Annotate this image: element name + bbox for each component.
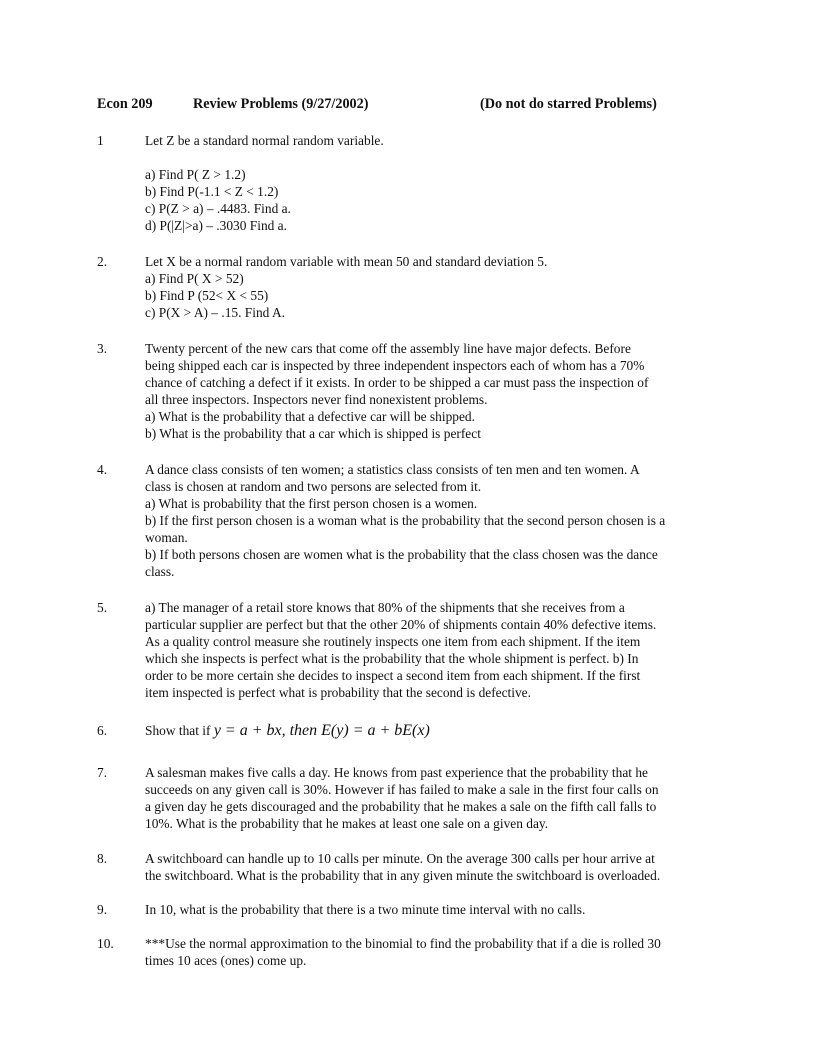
- page-header: [97, 96, 697, 116]
- problem-body: [145, 850, 725, 884]
- problem-number: 5.: [97, 600, 108, 615]
- problem-number: 9.: [97, 902, 108, 917]
- problem-number: 2.: [97, 254, 108, 269]
- problem-part-b2: b) If both persons chosen are women what is the probability that the class chosen was the dance: [145, 547, 658, 562]
- problem-text-line: item inspected is perfect what is probability that the second is defective.: [145, 685, 531, 700]
- problem-text-line: A salesman makes five calls a day. He knows from past experience that the probability that he: [145, 765, 648, 780]
- problem-text-line: class is chosen at random and two persons are selected from it.: [145, 479, 482, 494]
- problem-body: [145, 599, 725, 701]
- problem-part-b: b) Find P (52< X < 55): [145, 288, 269, 303]
- problem-text-line: which she inspects is perfect what is the probability that the whole shipment is perfect. b) In: [145, 651, 639, 666]
- problem-text-line: In 10, what is the probability that there is a two minute time interval with no calls.: [145, 902, 586, 917]
- problem-body: [145, 132, 725, 234]
- problem-text-line: succeeds on any given call is 30%. However if has failed to make a sale in the first four calls on: [145, 782, 659, 797]
- problem-number: 1: [97, 133, 104, 148]
- problem-text-line: As a quality control measure she routinely inspects one item from each shipment. If the item: [145, 634, 641, 649]
- problem-part-c: c) P(X > A) – .15. Find A.: [145, 305, 285, 320]
- problem-text-line: being shipped each car is inspected by three independent inspectors each of whom has a 70%: [145, 358, 645, 373]
- problem-text-line: Twenty percent of the new cars that come off the assembly line have major defects. Before: [145, 341, 631, 356]
- problem-text-line: a) The manager of a retail store knows that 80% of the shipments that she receives from a: [145, 600, 625, 615]
- problem-text-line: 10%. What is the probability that he makes at least one sale on a given day.: [145, 816, 549, 831]
- problem-text: Let X be a normal random variable with mean 50 and standard deviation 5.: [145, 254, 548, 269]
- problem-body: [145, 340, 725, 442]
- problem-body: [145, 764, 725, 832]
- problem-part-a: a) What is the probability that a defective car will be shipped.: [145, 409, 475, 424]
- problem-part-b: b) What is the probability that a car which is shipped is perfect: [145, 426, 481, 441]
- problem-text-line: particular supplier are perfect but that the other 20% of shipments contain 40% defective items.: [145, 617, 657, 632]
- problem-number: 3.: [97, 341, 108, 356]
- problem-body: [145, 722, 725, 739]
- problem-part-d: d) P(|Z|>a) – .3030 Find a.: [145, 218, 287, 233]
- math-expression: y = a + bx, then E(y) = a + bE(x): [213, 722, 430, 739]
- problem-text-line: woman.: [145, 530, 188, 545]
- problem-number: 4.: [97, 462, 108, 477]
- problem-text-line: the switchboard. What is the probability that in any given minute the switchboard is overloaded.: [145, 868, 661, 883]
- problem-body: [145, 901, 725, 918]
- problem-text-line: a given day he gets discouraged and the probability that he makes a sale on the fifth call falls to: [145, 799, 657, 814]
- problem-body: [145, 935, 725, 969]
- problem-part-c: c) P(Z > a) – .4483. Find a.: [145, 201, 291, 216]
- problem-number: 6.: [97, 723, 108, 738]
- problem-number: 7.: [97, 765, 108, 780]
- problem-text-line: ***Use the normal approximation to the binomial to find the probability that if a die is rolled 30: [145, 936, 661, 951]
- problem-text-line: A dance class consists of ten women; a statistics class consists of ten men and ten women. A: [145, 462, 640, 477]
- problem-text-line: class.: [145, 564, 175, 579]
- problem-text-line: A switchboard can handle up to 10 calls per minute. On the average 300 calls per hour arrive at: [145, 851, 655, 866]
- header-note: (Do not do starred Problems): [480, 96, 657, 112]
- problem-part-a: a) What is probability that the first person chosen is a women.: [145, 496, 478, 511]
- problem-number: 10.: [97, 936, 114, 951]
- problem-text-line: order to be more certain she decides to inspect a second item from each shipment. If the first: [145, 668, 641, 683]
- problem-body: [145, 253, 725, 321]
- problem-part-b: b) If the first person chosen is a woman what is the probability that the second person chosen is a: [145, 513, 666, 528]
- problem-body: [145, 461, 725, 580]
- problem-part-a: a) Find P( X > 52): [145, 271, 244, 286]
- problem-text-line: chance of catching a defect if it exists. In order to be shipped a car must pass the inspection of: [145, 375, 649, 390]
- problem-text-line: times 10 aces (ones) come up.: [145, 953, 307, 968]
- problem-number: 8.: [97, 851, 108, 866]
- problem-part-a: a) Find P( Z > 1.2): [145, 167, 246, 182]
- document-title: Review Problems (9/27/2002): [193, 96, 369, 112]
- problem-part-b: b) Find P(-1.1 < Z < 1.2): [145, 184, 279, 199]
- course-code: Econ 209: [97, 96, 153, 112]
- problem-text: Show that if: [145, 723, 214, 738]
- problem-text-line: all three inspectors. Inspectors never find nonexistent problems.: [145, 392, 488, 407]
- problem-text: Let Z be a standard normal random variable.: [145, 133, 384, 148]
